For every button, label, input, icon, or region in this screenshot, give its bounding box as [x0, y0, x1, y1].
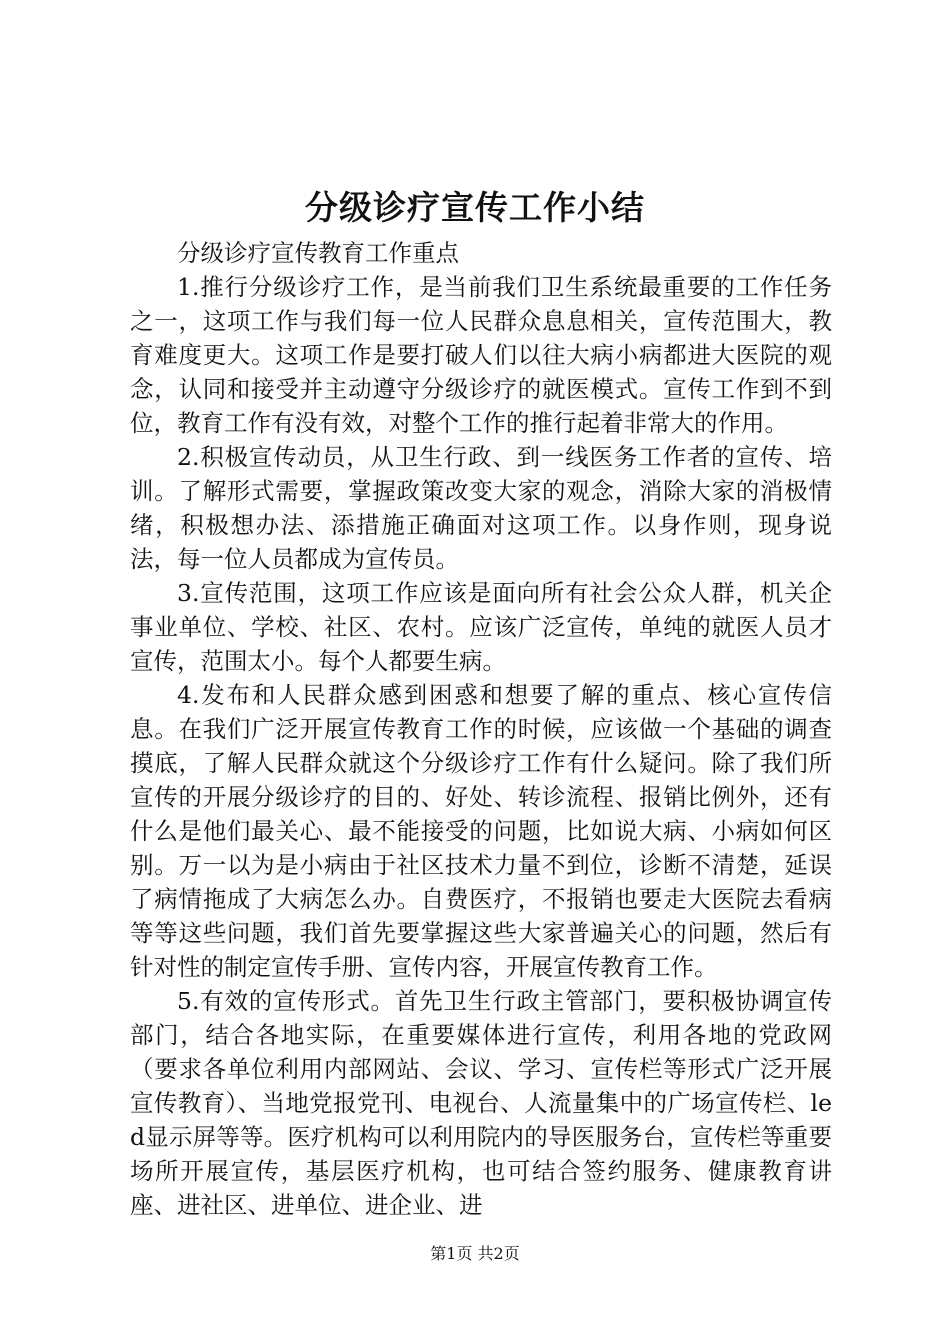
page-footer: 第1页 共2页 — [430, 1244, 520, 1263]
document-body — [130, 236, 832, 1222]
paragraph-3: 3.宣传范围，这项工作应该是面向所有社会公众人群，机关企事业单位、学校、社区、农村。应该广泛宣传，单纯的就医人员才宣传，范围太小。每个人都要生病。 — [130, 579, 832, 675]
section-heading: 分级诊疗宣传教育工作重点 — [177, 239, 459, 267]
document-title: 分级诊疗宣传工作小结 — [305, 188, 645, 227]
paragraph-2: 2.积极宣传动员，从卫生行政、到一线医务工作者的宣传、培训。了解形式需要，掌握政策改变大家的观念，消除大家的消极情绪，积极想办法、添措施正确面对这项工作。以身作则，现身说法，每一位人员都成为宣传员。 — [130, 443, 832, 573]
paragraph-5: 5.有效的宣传形式。首先卫生行政主管部门，要积极协调宣传部门，结合各地实际，在重要媒体进行宣传，利用各地的党政网（要求各单位利用内部网站、会议、学习、宣传栏等形式广泛开展宣传教育）、当地党报党刊、电视台、人流量集中的广场宣传栏、led显示屏等等。医疗机构可以利用院内的导医服务台，宣传栏等重要场所开展宣传，基层医疗机构，也可结合签约服务、健康教育讲座、进社区、进单位、进企业、进 — [130, 987, 832, 1219]
paragraph-1: 1.推行分级诊疗工作，是当前我们卫生系统最重要的工作任务之一，这项工作与我们每一位人民群众息息相关，宣传范围大，教育难度更大。这项工作是要打破人们以往大病小病都进大医院的观念，认同和接受并主动遵守分级诊疗的就医模式。宣传工作到不到位，教育工作有没有效，对整个工作的推行起着非常大的作用。 — [130, 273, 832, 437]
paragraph-4: 4.发布和人民群众感到困惑和想要了解的重点、核心宣传信息。在我们广泛开展宣传教育工作的时候，应该做一个基础的调查摸底，了解人民群众就这个分级诊疗工作有什么疑问。除了我们所宣传的开展分级诊疗的目的、好处、转诊流程、报销比例外，还有什么是他们最关心、最不能接受的问题，比如说大病、小病如何区别。万一以为是小病由于社区技术力量不到位，诊断不清楚，延误了病情拖成了大病怎么办。自费医疗，不报销也要走大医院去看病等等这些问题，我们首先要掌握这些大家普遍关心的问题，然后有针对性的制定宣传手册、宣传内容，开展宣传教育工作。 — [130, 681, 832, 981]
